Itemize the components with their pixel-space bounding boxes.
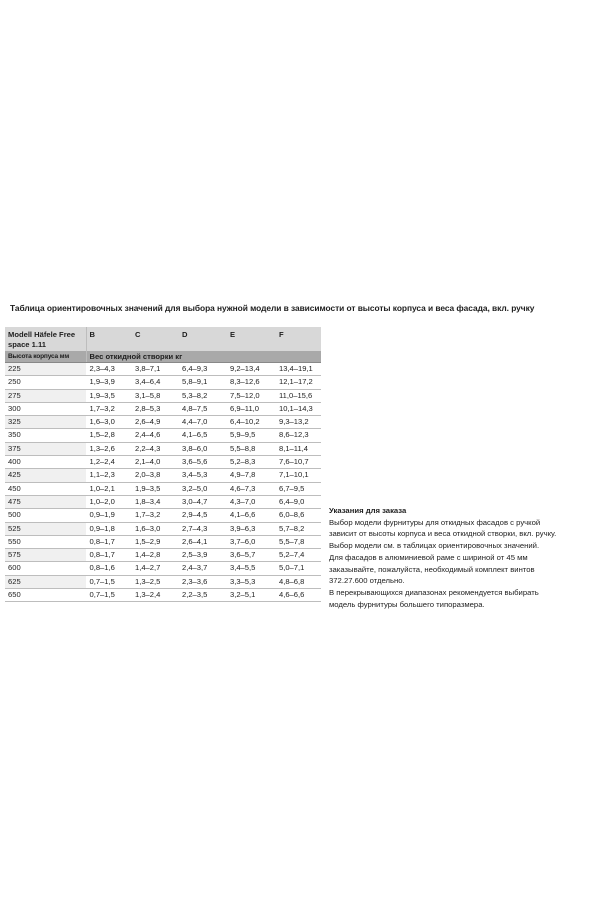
weight-cell: 3,6–5,6 xyxy=(179,456,227,469)
weight-cell: 0,8–1,7 xyxy=(86,549,132,562)
notes-line: Для фасадов в алюминиевой раме с шириной от 45 мм xyxy=(329,552,528,562)
height-cell: 275 xyxy=(5,389,86,402)
weight-cell: 1,8–3,4 xyxy=(132,495,179,508)
weight-header: Вес откидной створки кг xyxy=(86,351,321,363)
weight-cell: 1,3–2,5 xyxy=(132,575,179,588)
weight-cell: 2,2–4,3 xyxy=(132,442,179,455)
weight-cell: 2,4–3,7 xyxy=(179,562,227,575)
order-notes xyxy=(329,505,597,610)
height-cell: 225 xyxy=(5,363,86,376)
weight-cell: 13,4–19,1 xyxy=(276,363,321,376)
height-cell: 625 xyxy=(5,575,86,588)
weight-cell: 4,6–6,6 xyxy=(276,589,321,602)
height-cell: 600 xyxy=(5,562,86,575)
height-cell: 375 xyxy=(5,442,86,455)
weight-cell: 2,2–3,5 xyxy=(179,589,227,602)
table-subheader-row xyxy=(5,351,321,363)
weight-cell: 4,1–6,6 xyxy=(227,509,276,522)
weight-cell: 5,9–9,5 xyxy=(227,429,276,442)
table-row xyxy=(5,442,321,455)
weight-cell: 2,6–4,9 xyxy=(132,416,179,429)
weight-cell: 3,2–5,1 xyxy=(227,589,276,602)
height-cell: 475 xyxy=(5,495,86,508)
model-selection-table xyxy=(5,327,321,602)
table-row xyxy=(5,429,321,442)
weight-cell: 9,3–13,2 xyxy=(276,416,321,429)
weight-cell: 0,9–1,8 xyxy=(86,522,132,535)
weight-cell: 11,0–15,6 xyxy=(276,389,321,402)
weight-cell: 1,5–2,8 xyxy=(86,429,132,442)
weight-cell: 1,9–3,9 xyxy=(86,376,132,389)
weight-cell: 1,5–2,9 xyxy=(132,535,179,548)
weight-cell: 0,7–1,5 xyxy=(86,575,132,588)
weight-cell: 1,1–2,3 xyxy=(86,469,132,482)
weight-cell: 4,8–6,8 xyxy=(276,575,321,588)
weight-cell: 3,0–4,7 xyxy=(179,495,227,508)
notes-line: Выбор модели см. в таблицах ориентировочных значений. xyxy=(329,541,540,551)
weight-cell: 4,4–7,0 xyxy=(179,416,227,429)
notes-text xyxy=(329,517,597,611)
weight-cell: 7,5–12,0 xyxy=(227,389,276,402)
height-cell: 650 xyxy=(5,589,86,602)
weight-cell: 1,4–2,7 xyxy=(132,562,179,575)
table-row xyxy=(5,589,321,602)
weight-cell: 8,3–12,6 xyxy=(227,376,276,389)
table-row xyxy=(5,376,321,389)
weight-cell: 1,0–2,1 xyxy=(86,482,132,495)
notes-line: зависит от высоты корпуса и веса откидной створки, вкл. ручку. xyxy=(329,529,557,539)
table-header-row xyxy=(5,327,321,351)
weight-cell: 3,8–7,1 xyxy=(132,363,179,376)
weight-cell: 3,6–5,7 xyxy=(227,549,276,562)
weight-cell: 2,1–4,0 xyxy=(132,456,179,469)
table-row xyxy=(5,482,321,495)
weight-cell: 1,6–3,0 xyxy=(86,416,132,429)
weight-cell: 1,9–3,5 xyxy=(132,482,179,495)
height-cell: 550 xyxy=(5,535,86,548)
weight-cell: 5,5–7,8 xyxy=(276,535,321,548)
table-row xyxy=(5,495,321,508)
height-cell: 400 xyxy=(5,456,86,469)
notes-line: 372.27.600 отдельно. xyxy=(329,576,405,586)
weight-cell: 1,2–2,4 xyxy=(86,456,132,469)
weight-cell: 3,9–6,3 xyxy=(227,522,276,535)
model-header: Modell Häfele Free space 1.11 xyxy=(5,327,86,351)
table-row xyxy=(5,535,321,548)
weight-cell: 3,8–6,0 xyxy=(179,442,227,455)
weight-cell: 4,3–7,0 xyxy=(227,495,276,508)
height-cell: 350 xyxy=(5,429,86,442)
table-row xyxy=(5,363,321,376)
table-row xyxy=(5,562,321,575)
weight-cell: 2,3–4,3 xyxy=(86,363,132,376)
weight-cell: 7,6–10,7 xyxy=(276,456,321,469)
weight-cell: 1,7–3,2 xyxy=(86,402,132,415)
weight-cell: 1,3–2,4 xyxy=(132,589,179,602)
weight-cell: 3,4–5,3 xyxy=(179,469,227,482)
height-cell: 250 xyxy=(5,376,86,389)
column-header-c: C xyxy=(132,327,179,351)
weight-cell: 5,2–7,4 xyxy=(276,549,321,562)
weight-cell: 5,7–8,2 xyxy=(276,522,321,535)
weight-cell: 9,2–13,4 xyxy=(227,363,276,376)
weight-cell: 5,8–9,1 xyxy=(179,376,227,389)
weight-cell: 3,2–5,0 xyxy=(179,482,227,495)
weight-cell: 0,9–1,9 xyxy=(86,509,132,522)
column-header-d: D xyxy=(179,327,227,351)
notes-line: В перекрывающихся диапазонах рекомендуется выбирать xyxy=(329,587,539,597)
weight-cell: 4,9–7,8 xyxy=(227,469,276,482)
weight-cell: 3,7–6,0 xyxy=(227,535,276,548)
weight-cell: 6,7–9,5 xyxy=(276,482,321,495)
weight-cell: 0,8–1,6 xyxy=(86,562,132,575)
table-row xyxy=(5,522,321,535)
weight-cell: 6,4–9,3 xyxy=(179,363,227,376)
weight-cell: 6,4–10,2 xyxy=(227,416,276,429)
weight-cell: 1,9–3,5 xyxy=(86,389,132,402)
height-cell: 300 xyxy=(5,402,86,415)
weight-cell: 1,7–3,2 xyxy=(132,509,179,522)
weight-cell: 2,6–4,1 xyxy=(179,535,227,548)
weight-cell: 5,5–8,8 xyxy=(227,442,276,455)
notes-line: модель фурнитуры большего типоразмера. xyxy=(329,599,485,609)
weight-cell: 3,4–6,4 xyxy=(132,376,179,389)
height-cell: 425 xyxy=(5,469,86,482)
weight-cell: 10,1–14,3 xyxy=(276,402,321,415)
weight-cell: 5,3–8,2 xyxy=(179,389,227,402)
table-row xyxy=(5,456,321,469)
table-row xyxy=(5,416,321,429)
column-header-b: B xyxy=(86,327,132,351)
table-row xyxy=(5,509,321,522)
height-cell: 325 xyxy=(5,416,86,429)
height-cell: 500 xyxy=(5,509,86,522)
weight-cell: 4,1–6,5 xyxy=(179,429,227,442)
notes-line: заказывайте, пожалуйста, необходимый комплект винтов xyxy=(329,564,535,574)
height-cell: 575 xyxy=(5,549,86,562)
weight-cell: 3,4–5,5 xyxy=(227,562,276,575)
weight-cell: 2,9–4,5 xyxy=(179,509,227,522)
weight-cell: 6,4–9,0 xyxy=(276,495,321,508)
notes-heading: Указания для заказа xyxy=(329,506,407,515)
weight-cell: 12,1–17,2 xyxy=(276,376,321,389)
table-body xyxy=(5,363,321,602)
weight-cell: 2,7–4,3 xyxy=(179,522,227,535)
weight-cell: 0,8–1,7 xyxy=(86,535,132,548)
weight-cell: 8,6–12,3 xyxy=(276,429,321,442)
weight-cell: 6,9–11,0 xyxy=(227,402,276,415)
weight-cell: 1,0–2,0 xyxy=(86,495,132,508)
notes-line: Выбор модели фурнитуры для откидных фасадов с ручкой xyxy=(329,517,541,527)
weight-cell: 1,6–3,0 xyxy=(132,522,179,535)
weight-cell: 1,4–2,8 xyxy=(132,549,179,562)
weight-cell: 8,1–11,4 xyxy=(276,442,321,455)
table-row xyxy=(5,389,321,402)
page-title: Таблица ориентировочных значений для выбора нужной модели в зависимости от высоты корпуса и веса фасада, вкл. ручку xyxy=(10,303,535,313)
weight-cell: 2,8–5,3 xyxy=(132,402,179,415)
weight-cell: 4,8–7,5 xyxy=(179,402,227,415)
weight-cell: 2,5–3,9 xyxy=(179,549,227,562)
table-row xyxy=(5,575,321,588)
weight-cell: 1,3–2,6 xyxy=(86,442,132,455)
weight-cell: 3,1–5,8 xyxy=(132,389,179,402)
height-cell: 450 xyxy=(5,482,86,495)
column-header-f: F xyxy=(276,327,321,351)
table-row xyxy=(5,402,321,415)
column-header-e: E xyxy=(227,327,276,351)
weight-cell: 0,7–1,5 xyxy=(86,589,132,602)
weight-cell: 2,4–4,6 xyxy=(132,429,179,442)
height-cell: 525 xyxy=(5,522,86,535)
height-header: Высота корпуса мм xyxy=(5,351,86,363)
weight-cell: 2,0–3,8 xyxy=(132,469,179,482)
table-row xyxy=(5,469,321,482)
weight-cell: 4,6–7,3 xyxy=(227,482,276,495)
weight-cell: 5,2–8,3 xyxy=(227,456,276,469)
weight-cell: 5,0–7,1 xyxy=(276,562,321,575)
weight-cell: 7,1–10,1 xyxy=(276,469,321,482)
weight-cell: 2,3–3,6 xyxy=(179,575,227,588)
table-row xyxy=(5,549,321,562)
weight-cell: 3,3–5,3 xyxy=(227,575,276,588)
weight-cell: 6,0–8,6 xyxy=(276,509,321,522)
